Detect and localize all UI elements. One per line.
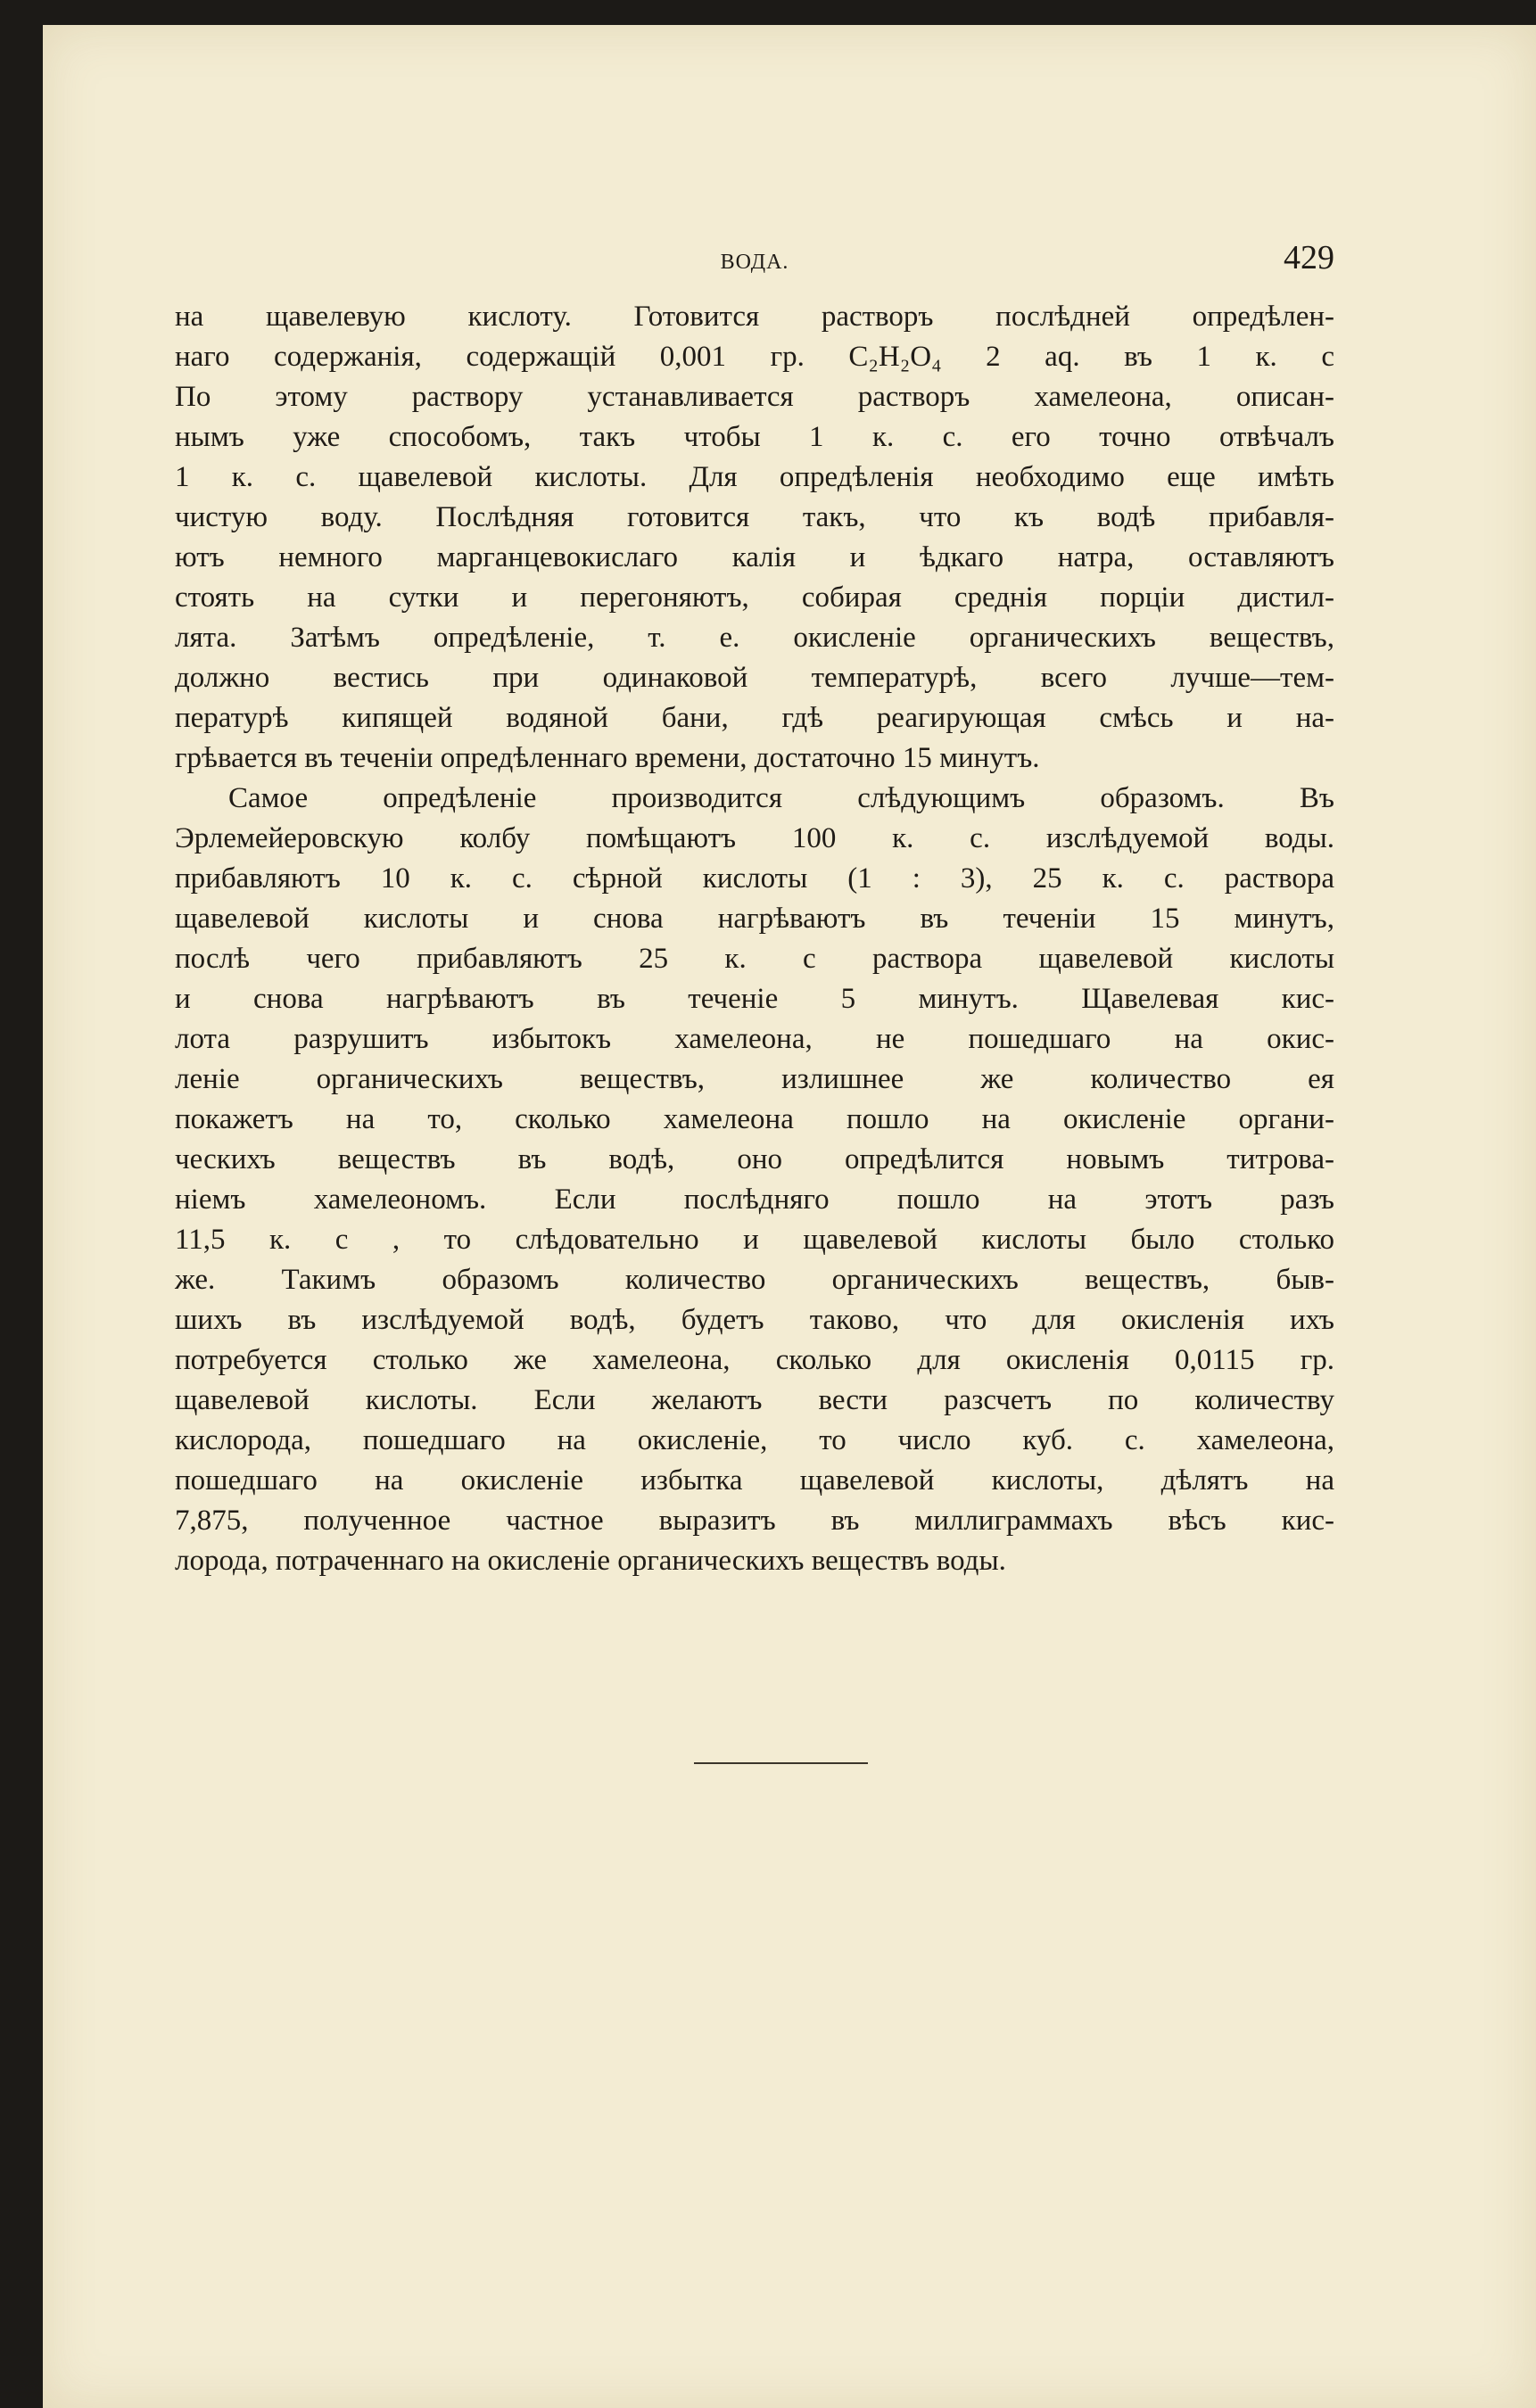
- page-header: [175, 226, 1334, 279]
- text-line: По этому раствору устанавливается растворъ хамелеона, описан-: [175, 381, 1334, 413]
- text-line: ніемъ хамелеономъ. Если послѣдняго пошло на этотъ разъ: [175, 1183, 1334, 1216]
- text-line: послѣ чего прибавляютъ 25 к. с раствора щавелевой кислоты: [175, 943, 1334, 975]
- text-line: покажетъ на то, сколько хамелеона пошло на окисленіе органи-: [175, 1103, 1334, 1135]
- text-line: и снова нагрѣваютъ въ теченіе 5 минутъ. Щавелевая кис-: [175, 983, 1334, 1015]
- text-line: леніе органическихъ веществъ, излишнее же количество ея: [175, 1063, 1334, 1095]
- text-line: щавелевой кислоты и снова нагрѣваютъ въ теченіи 15 минутъ,: [175, 903, 1334, 935]
- page-number: 429: [1284, 239, 1334, 276]
- text-line: Эрлемейеровскую колбу помѣщаютъ 100 к. с. изслѣдуемой воды.: [175, 822, 1334, 854]
- text-line: на щавелевую кислоту. Готовится растворъ послѣдней опредѣлен-: [175, 301, 1334, 333]
- text-line: лорода, потраченнаго на окисленіе органическихъ веществъ воды.: [175, 1545, 1006, 1577]
- book-page: [43, 25, 1536, 2408]
- text-line: лота разрушитъ избытокъ хамелеона, не пошедшаго на окис-: [175, 1023, 1334, 1055]
- text-line: же. Такимъ образомъ количество органическихъ веществъ, быв-: [175, 1264, 1334, 1296]
- text-line: 1 к. с. щавелевой кислоты. Для опредѣленія необходимо еще имѣть: [175, 461, 1334, 493]
- text-line: прибавляютъ 10 к. с. сѣрной кислоты (1 : 3), 25 к. с. раствора: [175, 862, 1334, 895]
- text-line: должно вестись при одинаковой температурѣ, всего лучше—тем-: [175, 662, 1334, 694]
- text-line: стоять на сутки и перегоняютъ, собирая среднія порціи дистил-: [175, 581, 1334, 614]
- text-line: наго содержанія, содержащій 0,001 гр. C₂H₂O₄ 2 aq. въ 1 к. с: [175, 341, 1334, 373]
- text-line: чистую воду. Послѣдняя готовится такъ, что къ водѣ прибавля-: [175, 501, 1334, 533]
- text-line: щавелевой кислоты. Если желаютъ вести разсчетъ по количеству: [175, 1384, 1334, 1416]
- page-content: [175, 226, 1334, 1581]
- body-text: [175, 297, 1334, 1581]
- text-line: 11,5 к. с , то слѣдовательно и щавелевой кислоты было столько: [175, 1224, 1334, 1256]
- text-line: ческихъ веществъ въ водѣ, оно опредѣлится новымъ титрова-: [175, 1143, 1334, 1175]
- text-line: 7,875, полученное частное выразитъ въ миллиграммахъ вѣсъ кис-: [175, 1505, 1334, 1537]
- text-line: пошедшаго на окисленіе избытка щавелевой кислоты, дѣлятъ на: [175, 1464, 1334, 1497]
- text-line: кислорода, пошедшаго на окисленіе, то число куб. с. хамелеона,: [175, 1424, 1334, 1456]
- text-line: ютъ немного марганцевокислаго калія и ѣдкаго натра, оставляютъ: [175, 541, 1334, 573]
- text-line: грѣвается въ теченіи опредѣленнаго времени, достаточно 15 минутъ.: [175, 742, 1040, 774]
- text-line: нымъ уже способомъ, такъ чтобы 1 к. с. его точно отвѣчалъ: [175, 421, 1334, 453]
- text-line: шихъ въ изслѣдуемой водѣ, будетъ таково, что для окисленія ихъ: [175, 1304, 1334, 1336]
- text-line: Самое опредѣленіе производится слѣдующимъ образомъ. Въ: [228, 782, 1334, 814]
- text-line: пературѣ кипящей водяной бани, гдѣ реагирующая смѣсь и на-: [175, 702, 1334, 734]
- running-head: ВОДА.: [720, 251, 789, 274]
- text-line: потребуется столько же хамелеона, сколько для окисленія 0,0115 гр.: [175, 1344, 1334, 1376]
- section-divider: [694, 1762, 868, 1764]
- text-line: лята. Затѣмъ опредѣленіе, т. е. окисленіе органическихъ веществъ,: [175, 622, 1334, 654]
